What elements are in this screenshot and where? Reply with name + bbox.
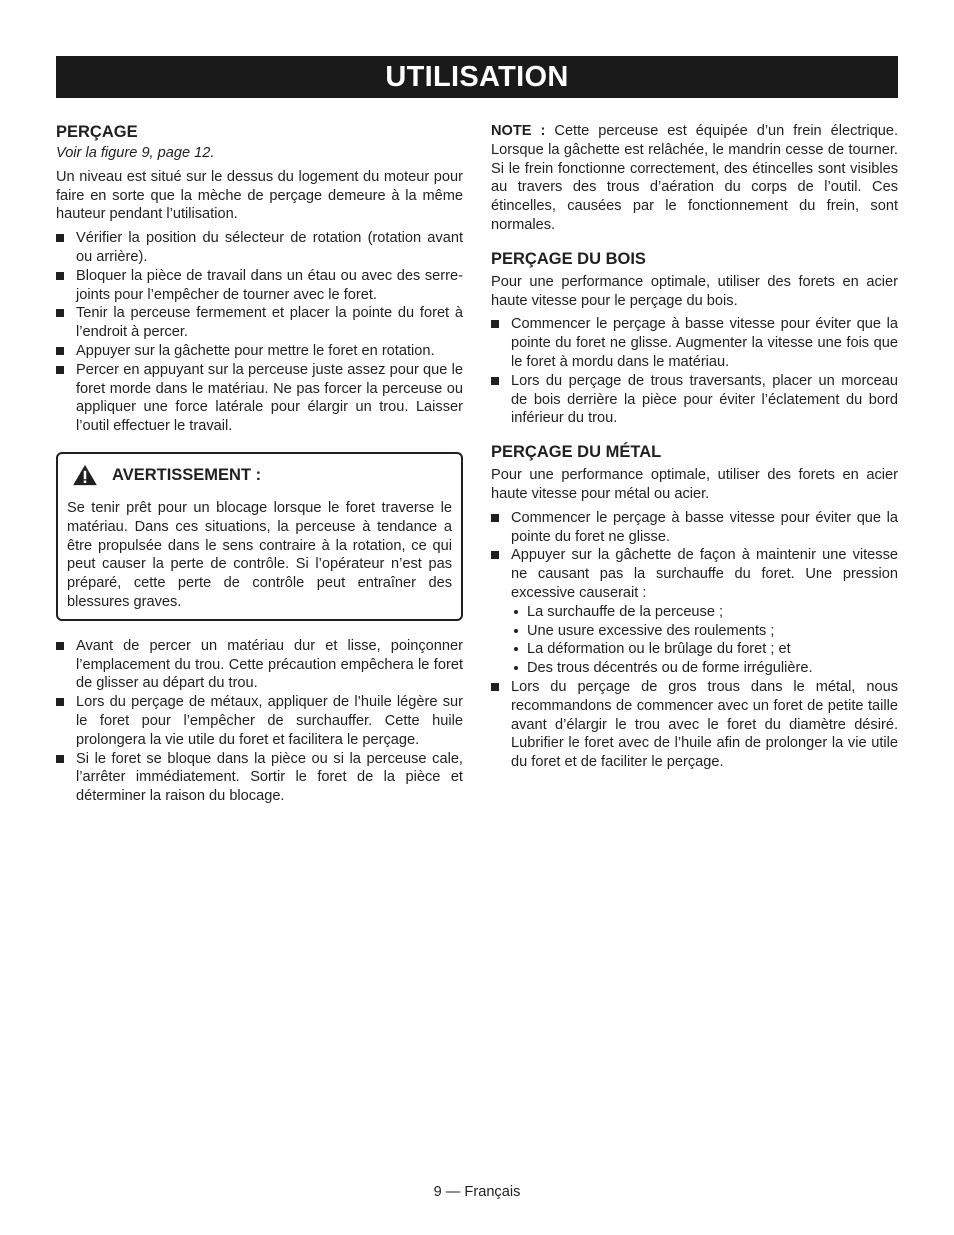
list-item: Lors du perçage de gros trous dans le métal, nous recommandons de commencer avec un foret de petite taille avant d’élargir le trou avec le foret du diamètre désiré. Lubrifier le foret avec de l’huile afin de prolonger la vie utile du foret et de faciliter le perçage. bbox=[491, 678, 898, 772]
section-heading-percage: PERÇAGE bbox=[56, 123, 138, 141]
page-footer: 9 — Français bbox=[433, 1184, 521, 1200]
section-heading-bois: PERÇAGE DU BOIS bbox=[491, 249, 646, 268]
list-item: Avant de percer un matériau dur et lisse, poinçonner l’emplacement du trou. Cette précaution empêchera le foret de glisser au départ du trou. bbox=[56, 637, 463, 693]
list-item: Vérifier la position du sélecteur de rotation (rotation avant ou arrière). bbox=[56, 229, 463, 267]
bois-list bbox=[491, 315, 898, 428]
list-item: Commencer le perçage à basse vitesse pour éviter que la pointe du foret ne glisse. bbox=[491, 509, 898, 547]
list-item: Bloquer la pièce de travail dans un étau ou avec des serre-joints pour l’empêcher de tourner avec le foret. bbox=[56, 267, 463, 305]
note-text: Cette perceuse est équipée d’un frein électrique. Lorsque la gâchette est relâchée, le mandrin cesse de tourner. Si le frein fonctionne correctement, des étincelles sont visibles au travers des trous d’aération du corps de l’outil. Ces étincelles, causées par le fonctionnement du frein, sont normales. bbox=[491, 123, 898, 233]
metal-intro: Pour une performance optimale, utiliser des forets en acier haute vitesse pour métal ou acier. bbox=[491, 467, 898, 502]
warning-triangle-icon bbox=[70, 464, 100, 486]
figure-reference: Voir la figure 9, page 12. bbox=[56, 145, 215, 161]
warning-box bbox=[56, 452, 463, 621]
note-label: NOTE : bbox=[491, 123, 546, 139]
list-item: Lors du perçage de métaux, appliquer de l’huile légère sur le foret pour l’empêcher de surchauffer. Cette huile prolongera la vie utile du foret et facilitera le perçage. bbox=[56, 693, 463, 749]
warning-header bbox=[67, 464, 452, 486]
page-title: UTILISATION bbox=[56, 56, 898, 98]
list-item bbox=[491, 546, 898, 678]
list-item-text: Appuyer sur la gâchette de façon à maintenir une vitesse ne causant pas la surchauffe du foret. Une pression excessive causerait : bbox=[511, 547, 898, 601]
sub-list bbox=[511, 603, 898, 678]
list-item: Si le foret se bloque dans la pièce ou si la perceuse cale, l’arrêter immédiatement. Sortir le foret de la pièce et déterminer la raison du blocage. bbox=[56, 750, 463, 806]
metal-list bbox=[491, 509, 898, 772]
left-column bbox=[56, 122, 463, 806]
list-item: Tenir la perceuse fermement et placer la pointe du foret à l’endroit à percer. bbox=[56, 304, 463, 342]
list-item: Percer en appuyant sur la perceuse juste assez pour que le foret morde dans le matériau. Ne pas forcer la perceuse ou appliquer une force latérale pour élargir un trou. Laisser l’outil effectuer le travail. bbox=[56, 361, 463, 436]
intro-paragraph: Un niveau est situé sur le dessus du logement du moteur pour faire en sorte que la mèche de perçage demeure à la même hauteur pendant l’utilisation. bbox=[56, 168, 463, 223]
warning-text: Se tenir prêt pour un blocage lorsque le foret traverse le matériau. Dans ces situations, la perceuse à tendance a être propulsée dans le sens contraire à la rotation, ce qui peut causer la perte de contrôle. Si l’opérateur n’est pas préparé, cette perte de contrôle peut entraîner des blessures graves. bbox=[67, 499, 452, 610]
note-paragraph bbox=[491, 122, 898, 235]
bois-intro: Pour une performance optimale, utiliser des forets en acier haute vitesse pour le perçage du bois. bbox=[491, 273, 898, 309]
percage-steps-list bbox=[56, 229, 463, 436]
list-item: Appuyer sur la gâchette pour mettre le foret en rotation. bbox=[56, 342, 463, 361]
list-item: Lors du perçage de trous traversants, placer un morceau de bois derrière la pièce pour éviter l’éclatement du bord inférieur du trou. bbox=[491, 372, 898, 428]
percage-tips-list bbox=[56, 637, 463, 806]
section-heading-metal: PERÇAGE DU MÉTAL bbox=[491, 443, 662, 462]
list-item: Commencer le perçage à basse vitesse pour éviter que la pointe du foret ne glisse. Augmenter la vitesse une fois que le foret à mordu dans le matériau. bbox=[491, 315, 898, 371]
sub-list-item: La déformation ou le brûlage du foret ; et bbox=[511, 640, 898, 659]
sub-list-item: Des trous décentrés ou de forme irrégulière. bbox=[511, 659, 898, 678]
sub-list-item: Une usure excessive des roulements ; bbox=[511, 622, 898, 641]
warning-title: AVERTISSEMENT : bbox=[112, 465, 262, 484]
right-column bbox=[491, 122, 898, 772]
sub-list-item: La surchauffe de la perceuse ; bbox=[511, 603, 898, 622]
